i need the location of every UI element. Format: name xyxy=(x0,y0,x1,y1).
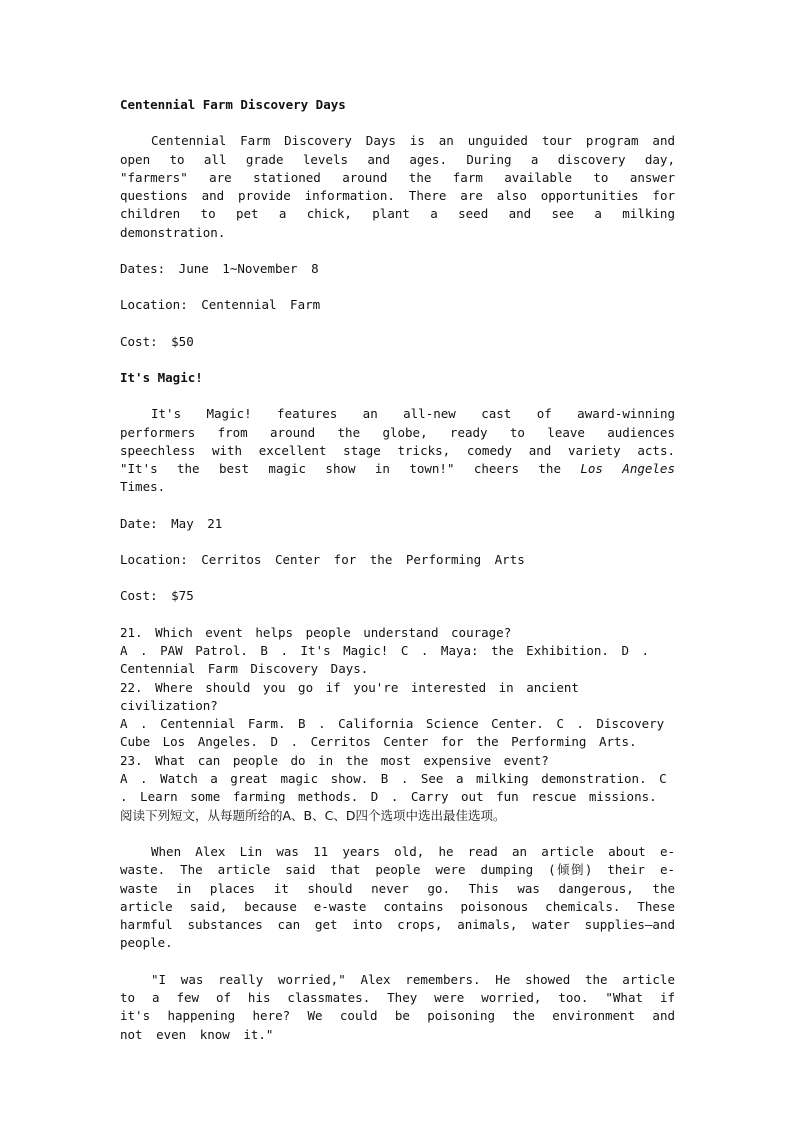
section-body-centennial-farm: Centennial Farm Discovery Days is an unguided tour program and open to all grade levels and ages. During a discovery day, "farmers" are stationed around the farm available to answer questions and provide information. There are also opportunities for children to pet a chick, plant a seed and see a milking demonstration. xyxy=(120,133,675,240)
question-options: A . Watch a great magic show. B . See a milking demonstration. C . Learn some farming methods. D . Carry out fun rescue missions. xyxy=(120,771,667,805)
event-cost: Cost: $50 xyxy=(120,333,194,349)
body-text-part1: It's Magic! features an all-new cast of award-winning performers from around the globe, ready to leave audiences speechless with excellent stage tricks, comedy and variety acts. "It's the best magic show in town!" cheers the xyxy=(120,406,675,477)
question-options: A . PAW Patrol. B . It's Magic! C . Maya: the Exhibition. D . Centennial Farm Discovery Days. xyxy=(120,642,650,677)
body-text-part2: Times. xyxy=(120,479,166,495)
question-options: A . Centennial Farm. B . California Science Center. C . Discovery Cube Los Angeles. D . Cerritos Center for the Performing Arts. xyxy=(120,716,665,750)
question-list xyxy=(120,624,675,807)
question-stem: 22. Where should you go if you're interested in ancient civilization? xyxy=(120,679,579,713)
document-page xyxy=(120,96,675,1062)
section-title-centennial-farm: Centennial Farm Discovery Days xyxy=(120,97,346,112)
event-location: Location: Centennial Farm xyxy=(120,297,321,313)
passage-paragraph: When Alex Lin was 11 years old, he read an article about e-waste. The article said that people were dumping (倾倒) their e-waste in places it should never go. This was dangerous, the article said, because e-waste contains poisonous chemicals. These harmful substances can get into crops, animals, water supplies—and people. xyxy=(120,843,675,951)
section-body-its-magic xyxy=(120,405,675,496)
section-title-its-magic: It's Magic! xyxy=(120,369,203,385)
body-text-italic: Los Angeles xyxy=(580,461,675,477)
question-stem: 21. Which event helps people understand courage? xyxy=(120,624,512,640)
passage-paragraph: "I was really worried," Alex remembers. He showed the article to a few of his classmates. They were worried, too. "What if it's happening here? We could be poisoning the environment and not even know it." xyxy=(120,971,675,1042)
event-date: Date: May 21 xyxy=(120,515,223,531)
question-stem: 23. What can people do in the most expensive event? xyxy=(120,752,549,768)
reading-instruction: 阅读下列短文，从每题所给的A、B、C、D四个选项中选出最佳选项。 xyxy=(120,807,506,823)
event-dates: Dates: June 1~November 8 xyxy=(120,261,319,277)
event-location: Location: Cerritos Center for the Performing Arts xyxy=(120,552,525,568)
event-cost: Cost: $75 xyxy=(120,588,194,604)
